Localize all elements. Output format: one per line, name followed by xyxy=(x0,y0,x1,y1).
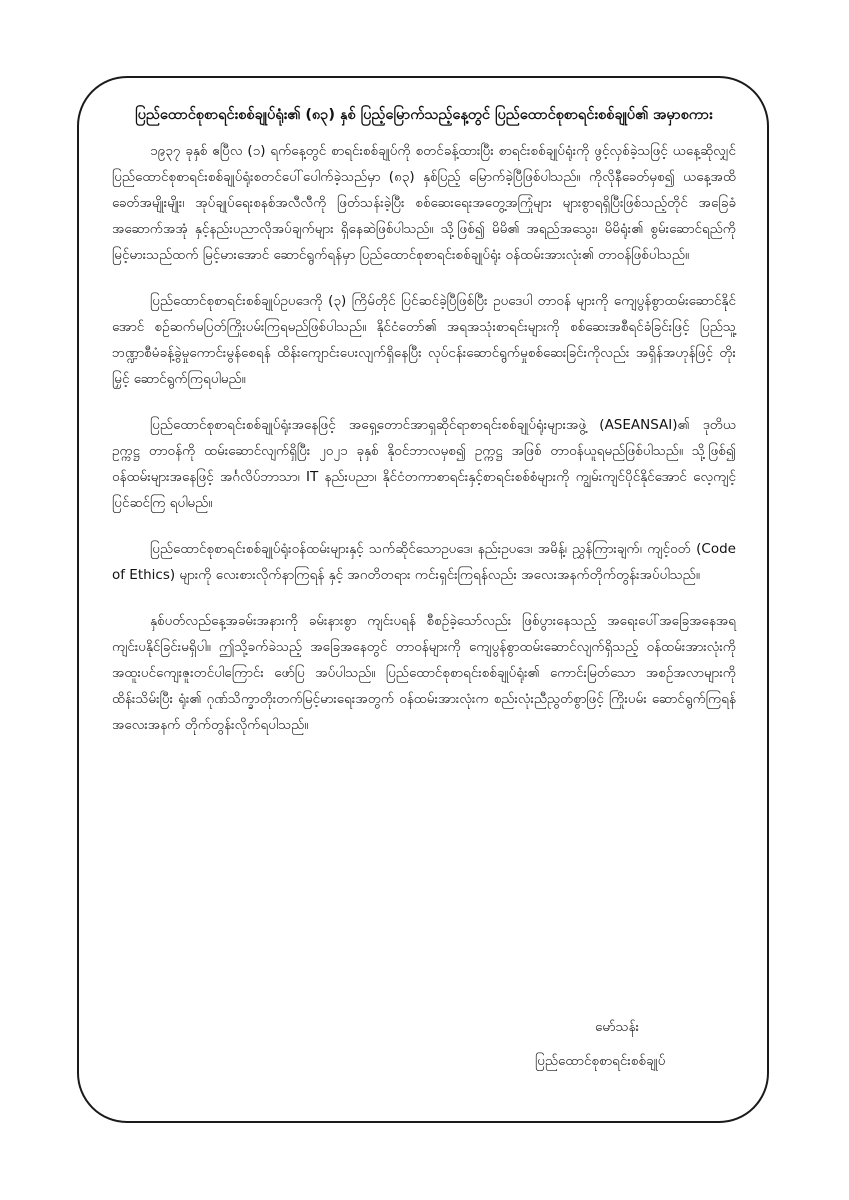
paragraph-3: ပြည်ထောင်စုစာရင်းစစ်ချုပ်ရုံးအနေဖြင့် အရှေ့တောင်အာရှဆိုင်ရာစာရင်းစစ်ချုပ်ရုံးများအဖွဲ့ (ASEANSAI)၏ ဒုတိယဥက္ကဋ္ဌ တာဝန်ကို ထမ်းဆောင်လျက်ရှိပြီး ၂၀၂၁ ခုနှစ် နိုဝင်ဘာလမှစ၍ ဥက္ကဋ္ဌ အဖြစ် တာဝန်ယူရမည်ဖြစ်ပါသည်။ သို့ဖြစ်၍ ဝန်ထမ်းများအနေဖြင့် အင်္ဂလိပ်ဘာသာ၊ IT နည်းပညာ၊ နိုင်ငံတကာစာရင်းနှင့်စာရင်းစစ်စံများကို ကျွမ်းကျင်ပိုင်နိုင်အောင် လေ့ကျင့်ပြင်ဆင်ကြ ရပါမည်။ xyxy=(112,417,736,511)
paragraph-4: ပြည်ထောင်စုစာရင်းစစ်ချုပ်ရုံးဝန်ထမ်းများနှင့် သက်ဆိုင်သောဥပဒေ၊ နည်းဥပဒေ၊ အမိန့်၊ ညွှန်ကြားချက်၊ ကျင့်ဝတ် (Code of Ethics) များကို လေးစားလိုက်နာကြရန် နှင့် အဂတိတရား ကင်းရှင်းကြရန်လည်း အလေးအနက်တိုက်တွန်းအပ်ပါသည်။ xyxy=(112,541,736,583)
paragraph-2: ပြည်ထောင်စုစာရင်းစစ်ချုပ်ဥပဒေကို (၃) ကြိမ်တိုင် ပြင်ဆင်ခဲ့ပြီဖြစ်ပြီး ဥပဒေပါ တာဝန် များကို ကျေပွန်စွာထမ်းဆောင်နိုင်အောင် စဉ်ဆက်မပြတ်ကြိုးပမ်းကြရမည်ဖြစ်ပါသည်။ နိုင်ငံတော်၏ အရအသုံးစာရင်းများကို စစ်ဆေးအစီရင်ခံခြင်းဖြင့် ပြည်သူ့ဘဏ္ဍာစီမံခန့်ခွဲမှုကောင်းမွန်စေရန် ထိန်းကျောင်းပေးလျက်ရှိနေပြီး လုပ်ငန်းဆောင်ရွက်မှုစစ်ဆေးခြင်းကိုလည်း အရှိန်အဟုန်ဖြင့် တိုးမြှင့် ဆောင်ရွက်ကြရပါမည်။ xyxy=(112,293,736,387)
paragraph-1: ၁၉၃၇ ခုနှစ် ဧပြီလ (၁) ရက်နေ့တွင် စာရင်းစစ်ချုပ်ကို စတင်ခန့်ထားပြီး စာရင်းစစ်ချုပ်ရုံးကို ဖွင့်လှစ်ခဲ့သဖြင့် ယနေ့ဆိုလျှင် ပြည်ထောင်စုစာရင်းစစ်ချုပ်ရုံးစတင်ပေါ်ပေါက်ခဲ့သည်မှာ (၈၃) နှစ်ပြည့် မြောက်ခဲ့ပြီဖြစ်ပါသည်။ ကိုလိုနီခေတ်မှစ၍ ယနေ့အထိ ခေတ်အမျိုးမျိုး၊ အုပ်ချုပ်ရေးစနစ်အလီလီကို ဖြတ်သန်းခဲ့ပြီး စစ်ဆေးရေးအတွေ့အကြုံများ များစွာရရှိပြီးဖြစ်သည့်တိုင် အခြေခံအဆောက်အအုံ နှင့်နည်းပညာလိုအပ်ချက်များ ရှိနေဆဲဖြစ်ပါသည်။ သို့ဖြစ်၍ မိမိ၏ အရည်အသွေး၊ မိမိရုံး၏ စွမ်းဆောင်ရည်ကို မြင့်မားသည်ထက် မြင့်မားအောင် ဆောင်ရွက်ရန်မှာ ပြည်ထောင်စုစာရင်းစစ်ချုပ်ရုံး ဝန်ထမ်းအားလုံး၏ တာဝန်ဖြစ်ပါသည်။ xyxy=(112,143,736,263)
signatory-position: ပြည်ထောင်စုစာရင်းစစ်ချုပ် xyxy=(535,1053,666,1069)
signature-block xyxy=(535,1010,755,1078)
document-title: ပြည်ထောင်စုစာရင်းစစ်ချုပ်ရုံး၏ (၈၃) နှစ် ပြည့်မြောက်သည့်နေ့တွင် ပြည်ထောင်စုစာရင်းစစ်ချုပ်၏ အမှာစကား xyxy=(135,107,713,123)
paragraph-5: နှစ်ပတ်လည်နေ့အခမ်းအနားကို ခမ်းနားစွာ ကျင်းပရန် စီစဉ်ခဲ့သော်လည်း ဖြစ်ပွားနေသည့် အရေးပေါ်အခြေအနေအရ ကျင်းပနိုင်ခြင်းမရှိပါ။ ဤသို့ခက်ခဲသည့် အခြေအနေတွင် တာဝန်များကို ကျေပွန်စွာထမ်းဆောင်လျက်ရှိသည့် ဝန်ထမ်းအားလုံးကို အထူးပင်ကျေးဇူးတင်ပါကြောင်း ဖော်ပြ အပ်ပါသည်။ ပြည်ထောင်စုစာရင်းစစ်ချုပ်ရုံး၏ ကောင်းမြတ်သော အစဉ်အလာများကို ထိန်းသိမ်းပြီး ရုံး၏ ဂုဏ်သိက္ခာတိုးတက်မြင့်မားရေးအတွက် ဝန်ထမ်းအားလုံးက စည်းလုံးညီညွတ်စွာဖြင့် ကြိုးပမ်း ဆောင်ရွက်ကြရန် အလေးအနက် တိုက်တွန်းလိုက်ရပါသည်။ xyxy=(112,613,736,733)
signatory-name: မော်သန်း xyxy=(595,1019,640,1035)
message-body xyxy=(112,100,736,758)
